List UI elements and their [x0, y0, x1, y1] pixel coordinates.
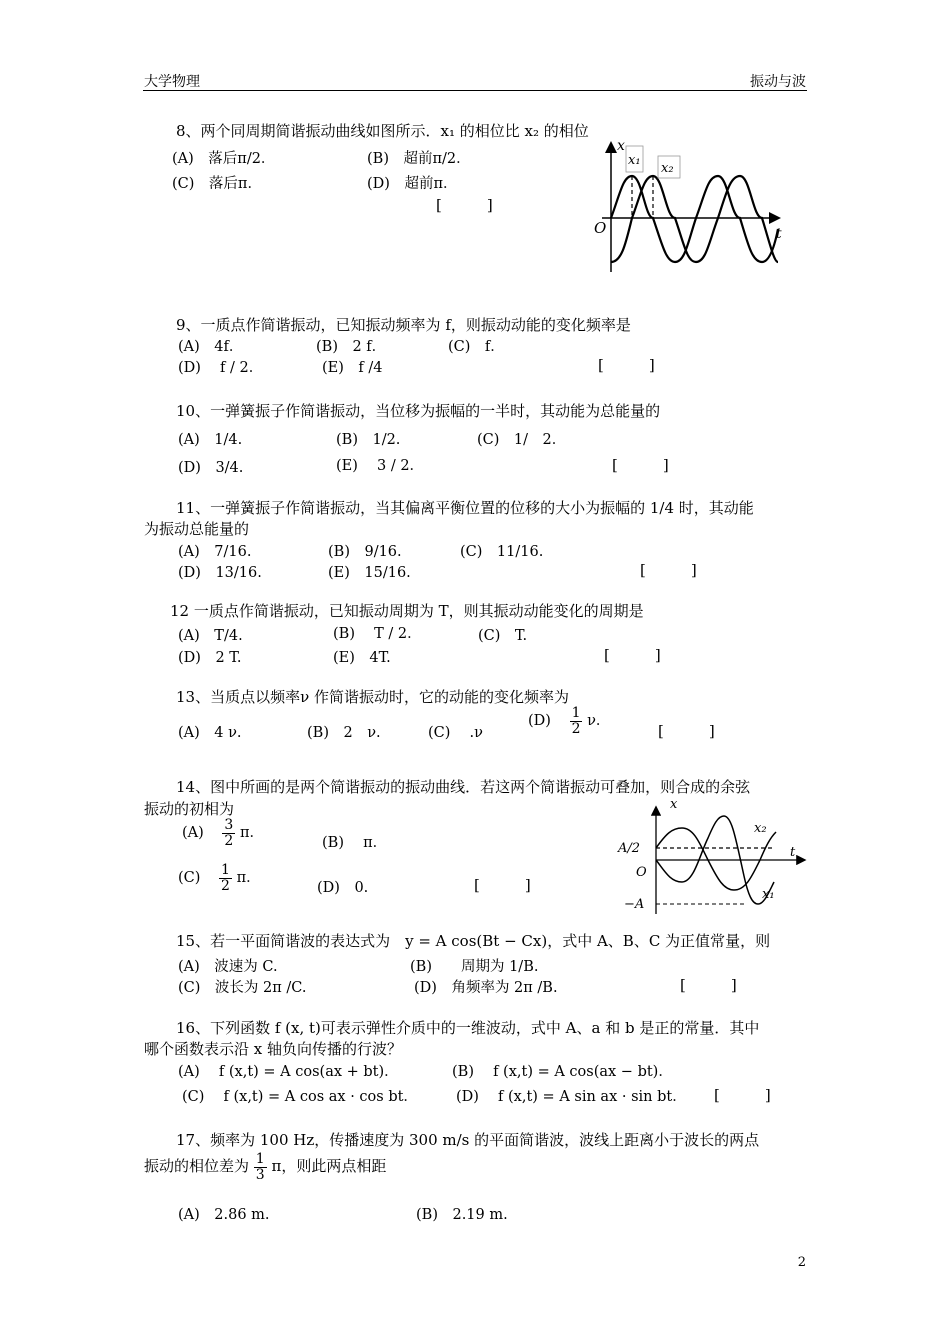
q14-option-c-denominator: 2	[221, 877, 230, 894]
q16-option-c: (C) f (x,t) = A cos ax · cos bt．	[182, 1089, 418, 1105]
q14-stem-line2: 振动的初相为	[144, 800, 235, 818]
q8-option-b: (B) 超前π/2．	[367, 151, 471, 167]
q14-label-x1: x₁	[762, 887, 775, 902]
q8-label-t: t	[776, 226, 782, 242]
q13-option-a: (A) 4 ν.	[178, 725, 242, 741]
q8-option-a: (A) 落后π/2．	[172, 151, 276, 167]
q16-stem-line1: 16、下列函数 f (x, t)可表示弹性介质中的一维波动，式中 A、a 和 b 是正的常量．其中	[176, 1019, 760, 1037]
q14-option-c-numerator: 1	[221, 862, 230, 878]
q17-option-b: (B) 2.19 m.	[416, 1207, 508, 1223]
q12-stem: 12 一质点作简谐振动，已知振动周期为 T，则其振动动能变化的周期是	[170, 602, 644, 620]
q12-answer-bracket: [ ]	[604, 646, 661, 664]
q12-option-b: (B) T / 2．	[333, 626, 422, 642]
header-rule	[143, 90, 807, 91]
q17-phase-numerator: 1	[255, 1151, 265, 1167]
q11-option-d: (D) 13/16.	[178, 565, 262, 581]
q14-option-b: (B) π．	[322, 835, 388, 851]
q13-option-d-suffix: ν．	[587, 713, 611, 730]
q11-stem-line2: 为振动总能量的	[144, 520, 250, 538]
q15-option-b: (B) 周期为 1/B.	[410, 959, 539, 975]
q13-option-d-fraction	[570, 706, 583, 736]
q9-stem: 9、一质点作简谐振动，已知振动频率为 f，则振动动能的变化频率是	[176, 316, 631, 334]
q17-phase-fraction	[254, 1152, 267, 1182]
q13-option-b: (B) 2 ν.	[307, 725, 381, 741]
q14-option-a-fraction	[222, 818, 235, 848]
q14-label-a2: A/2	[618, 841, 641, 856]
q14-option-d: (D) 0.	[317, 880, 369, 896]
q14-label-t: t	[790, 845, 796, 860]
q13-stem: 13、当质点以频率ν 作简谐振动时，它的动能的变化频率为	[176, 688, 569, 706]
q8-option-d: (D) 超前π．	[367, 176, 458, 192]
q12-option-c: (C) T.	[478, 628, 528, 644]
q13-option-d	[528, 706, 610, 736]
q9-option-b: (B) 2 f．	[316, 339, 387, 355]
q8-label-x1: x₁	[628, 153, 641, 168]
q17-phase-denominator: 3	[255, 1166, 265, 1183]
q16-option-d: (D) f (x,t) = A sin ax · sin bt．	[456, 1089, 687, 1105]
q10-stem: 10、一弹簧振子作简谐振动，当位移为振幅的一半时，其动能为总能量的	[176, 402, 661, 420]
q14-option-c-suffix: π．	[236, 870, 261, 887]
q16-stem-line2: 哪个函数表示沿 x 轴负向传播的行波？	[144, 1040, 402, 1058]
q11-option-e: (E) 15/16.	[328, 565, 411, 581]
q14-option-a-denominator: 2	[224, 832, 234, 849]
q14-option-c-fraction	[219, 863, 232, 893]
q11-option-b: (B) 9/16.	[328, 544, 402, 560]
q8-curve-x1	[611, 176, 778, 262]
q14-option-a-label: (A)	[182, 825, 204, 842]
q8-label-origin: O	[594, 219, 607, 237]
q17-stem-prefix: 振动的相位差为	[144, 1157, 250, 1176]
q9-option-d: (D) f / 2．	[178, 360, 264, 376]
q16-option-b: (B) f (x,t) = A cos(ax − bt)．	[452, 1064, 673, 1080]
q13-option-d-label: (D)	[528, 713, 551, 730]
q13-option-d-numerator: 1	[571, 705, 581, 721]
q11-answer-bracket: [ ]	[640, 561, 697, 579]
q9-option-c: (C) f．	[448, 339, 505, 355]
q9-option-a: (A) 4f．	[178, 339, 244, 355]
q15-stem: 15、若一平面简谐波的表达式为 y = A cos(Bt − Cx)，式中 A、B、C 为正值常量，则	[176, 932, 771, 950]
q11-option-a: (A) 7/16.	[178, 544, 252, 560]
q10-option-c: (C) 1/ 2．	[477, 432, 567, 448]
q15-answer-bracket: [ ]	[680, 976, 737, 994]
header-course-title: 大学物理	[144, 74, 200, 90]
q14-stem-line1: 14、图中所画的是两个简谐振动的振动曲线．若这两个简谐振动可叠加，则合成的余弦	[176, 778, 751, 796]
q11-stem-line1: 11、一弹簧振子作简谐振动，当其偏离平衡位置的位移的大小为振幅的 1/4 时，其动能	[176, 499, 754, 517]
q14-label-origin: O	[636, 865, 647, 880]
q15-option-a: (A) 波速为 C.	[178, 959, 278, 975]
q9-answer-bracket: [ ]	[598, 356, 655, 374]
q8-label-x2: x₂	[661, 161, 674, 176]
q14-answer-bracket: [ ]	[474, 876, 531, 894]
q16-answer-bracket: [ ]	[714, 1086, 771, 1104]
q12-option-d: (D) 2 T.	[178, 650, 242, 666]
header-chapter-title: 振动与波	[750, 74, 806, 90]
q17-option-a: (A) 2.86 m.	[178, 1207, 270, 1223]
q8-stem: 8、两个同周期简谐振动曲线如图所示．x₁ 的相位比 x₂ 的相位	[176, 122, 589, 140]
q15-option-c: (C) 波长为 2π /C.	[178, 980, 307, 996]
q15-option-d: (D) 角频率为 2π /B.	[414, 980, 558, 996]
q13-answer-bracket: [ ]	[658, 722, 715, 740]
q17-stem-suffix: π，则此两点相距	[271, 1157, 387, 1176]
q10-option-a: (A) 1/4.	[178, 432, 243, 448]
q9-option-e: (E) f /4	[322, 360, 383, 376]
q14-option-a-suffix: π．	[239, 825, 264, 842]
q17-stem-line2	[144, 1152, 386, 1182]
q14-option-c	[178, 863, 261, 893]
q14-label-minus-a: −A	[624, 897, 645, 912]
q8-option-c: (C) 落后π．	[172, 176, 262, 192]
q11-option-c: (C) 11/16.	[460, 544, 544, 560]
q13-option-c: (C) .ν	[428, 725, 483, 741]
q8-label-x: x	[617, 138, 625, 154]
q16-option-a: (A) f (x,t) = A cos(ax + bt)．	[178, 1064, 399, 1080]
q12-option-a: (A) T/4.	[178, 628, 243, 644]
q12-option-e: (E) 4T.	[333, 650, 391, 666]
q14-option-a-numerator: 3	[224, 817, 234, 833]
q10-option-e: (E) 3 / 2．	[336, 458, 425, 474]
q10-answer-bracket: [ ]	[612, 456, 669, 474]
page-number: 2	[797, 1255, 806, 1270]
q8-figure	[590, 134, 790, 276]
q14-option-a	[182, 818, 264, 848]
q14-figure	[614, 794, 810, 916]
q10-option-b: (B) 1/2.	[336, 432, 401, 448]
q8-curve-x2	[611, 176, 778, 262]
q14-option-c-label: (C)	[178, 870, 201, 887]
q14-label-x: x	[670, 797, 678, 812]
q10-option-d: (D) 3/4.	[178, 460, 244, 476]
q8-answer-bracket: [ ]	[436, 196, 493, 214]
q13-option-d-denominator: 2	[571, 720, 581, 737]
q17-stem-line1: 17、频率为 100 Hz，传播速度为 300 m/s 的平面简谐波，波线上距离小于波长的两点	[176, 1131, 760, 1149]
q14-label-x2: x₂	[754, 821, 767, 836]
